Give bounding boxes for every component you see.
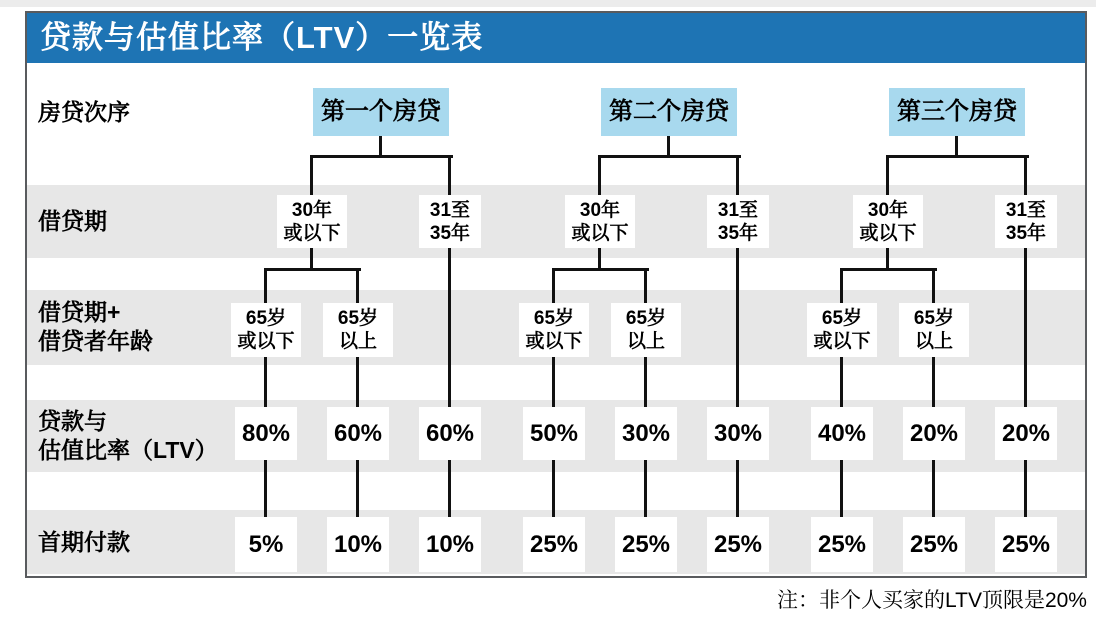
downpayment-value: 10% [327, 517, 389, 572]
ltv-value: 60% [327, 407, 389, 460]
tenure-box-31-35y-g3 [995, 195, 1057, 248]
age-box-over65-g3 [899, 303, 969, 357]
row-label-downpayment-text: 首期付款 [38, 529, 130, 555]
downpayment-value: 5% [235, 517, 297, 572]
age-line1: 65岁 [245, 308, 287, 329]
tenure-box-30y-g1 [277, 195, 347, 248]
ltv-value: 20% [995, 407, 1057, 460]
ltv-value: 80% [235, 407, 297, 460]
ltv-value: 60% [419, 407, 481, 460]
row-label-tenure-age-line1: 借贷期+ [38, 299, 121, 325]
age-line1: 65岁 [337, 308, 379, 329]
page-title: 贷款与估值比率（LTV）一览表 [40, 20, 484, 55]
age-line2: 或以下 [813, 331, 871, 352]
tenure-line1: 31至 [429, 200, 471, 221]
downpayment-value: 25% [523, 517, 585, 572]
mortgage-3-header: 第三个房贷 [889, 88, 1025, 136]
age-line2: 以上 [338, 331, 377, 352]
age-box-under65-g3 [807, 303, 877, 357]
tenure-line2: 35年 [1005, 223, 1047, 244]
ltv-value: 30% [615, 407, 677, 460]
connector-line [264, 268, 361, 271]
age-line2: 以上 [626, 331, 665, 352]
downpayment-value: 25% [995, 517, 1057, 572]
tenure-line1: 30年 [291, 200, 333, 221]
tenure-line2: 35年 [429, 223, 471, 244]
age-box-over65-g2 [611, 303, 681, 357]
mortgage-1-header: 第一个房贷 [313, 88, 449, 136]
tenure-line2: 或以下 [859, 223, 917, 244]
age-line2: 或以下 [237, 331, 295, 352]
downpayment-value: 25% [811, 517, 873, 572]
connector-line [310, 155, 453, 158]
tenure-box-31-35y-g2 [707, 195, 769, 248]
row-label-sequence [38, 98, 130, 127]
ltv-value: 30% [707, 407, 769, 460]
ltv-value: 50% [523, 407, 585, 460]
connector-line [955, 136, 958, 155]
connector-line [379, 136, 382, 155]
age-box-under65-g1 [231, 303, 301, 357]
age-line2: 或以下 [525, 331, 583, 352]
downpayment-value: 25% [903, 517, 965, 572]
age-line1: 65岁 [625, 308, 667, 329]
downpayment-value: 10% [419, 517, 481, 572]
mortgage-2-header: 第二个房贷 [601, 88, 737, 136]
ltv-value: 20% [903, 407, 965, 460]
connector-line [840, 268, 937, 271]
age-line1: 65岁 [913, 308, 955, 329]
age-line1: 65岁 [821, 308, 863, 329]
row-label-ltv-line1: 贷款与 [38, 408, 107, 434]
title-bar [27, 13, 1085, 63]
footnote: 注：非个人买家的LTV顶限是20% [777, 589, 1087, 612]
tenure-line2: 或以下 [283, 223, 341, 244]
chart-frame [25, 11, 1087, 578]
age-box-under65-g2 [519, 303, 589, 357]
top-strip [0, 0, 1096, 7]
tenure-line1: 31至 [717, 200, 759, 221]
downpayment-value: 25% [707, 517, 769, 572]
row-label-tenure-age [38, 298, 153, 356]
tenure-box-31-35y-g1 [419, 195, 481, 248]
age-line1: 65岁 [533, 308, 575, 329]
row-label-ltv [38, 407, 218, 465]
downpayment-value: 25% [615, 517, 677, 572]
row-label-tenure [38, 207, 107, 236]
row-label-downpayment [38, 528, 130, 557]
row-label-tenure-age-line2: 借贷者年龄 [38, 328, 153, 354]
age-box-over65-g1 [323, 303, 393, 357]
connector-line [552, 268, 649, 271]
tenure-line2: 或以下 [571, 223, 629, 244]
tenure-line1: 31至 [1005, 200, 1047, 221]
tenure-box-30y-g2 [565, 195, 635, 248]
connector-line [886, 155, 1029, 158]
tenure-line2: 35年 [717, 223, 759, 244]
row-label-ltv-line2: 估值比率（LTV） [38, 437, 218, 463]
row-label-tenure-text: 借贷期 [38, 208, 107, 234]
ltv-value: 40% [811, 407, 873, 460]
tenure-line1: 30年 [867, 200, 909, 221]
row-label-sequence-text: 房贷次序 [38, 99, 130, 125]
tenure-band [27, 185, 1085, 258]
tenure-line1: 30年 [579, 200, 621, 221]
connector-line [667, 136, 670, 155]
connector-line [598, 155, 741, 158]
tenure-box-30y-g3 [853, 195, 923, 248]
age-line2: 以上 [914, 331, 953, 352]
